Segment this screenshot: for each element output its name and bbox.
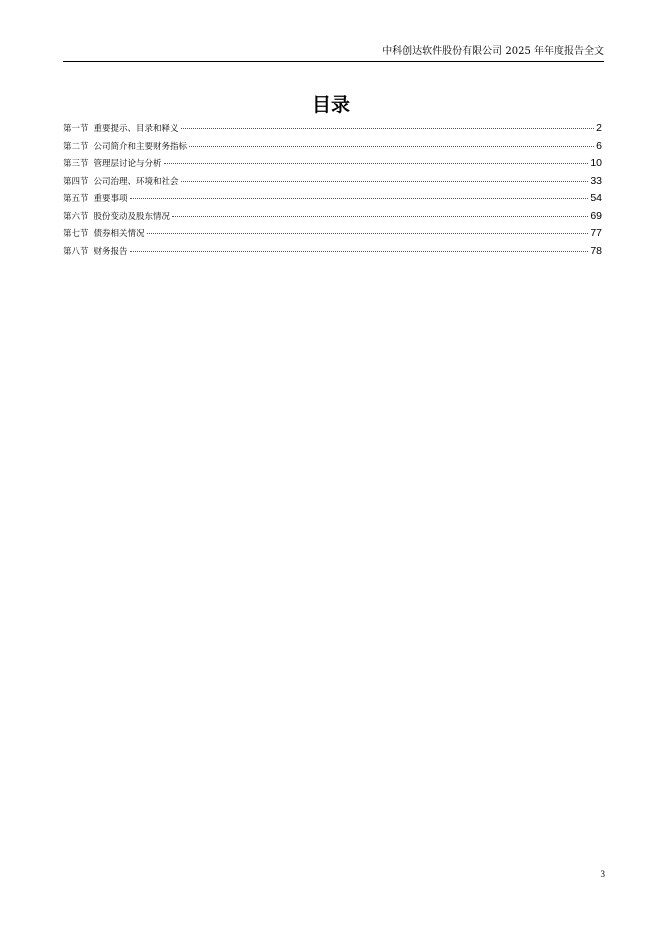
toc-section-number: 第八节 — [63, 246, 89, 257]
toc-dot-leader — [130, 198, 589, 199]
toc-page-number: 78 — [590, 244, 602, 257]
toc-section-title: 重要事项 — [93, 194, 128, 204]
toc-section-number: 第六节 — [63, 211, 89, 222]
toc-section-title: 管理层讨论与分析 — [93, 159, 162, 169]
toc-entry-2[interactable] — [63, 140, 602, 158]
toc-page-number: 2 — [596, 122, 602, 134]
toc-section-number: 第七节 — [63, 229, 89, 239]
toc-dot-leader — [172, 216, 588, 217]
toc-section-title: 股份变动及股东情况 — [93, 211, 171, 222]
toc-page-number: 54 — [590, 192, 602, 204]
toc-entry-7[interactable] — [63, 227, 602, 245]
toc-dot-leader — [164, 163, 589, 164]
toc-entry-1[interactable] — [63, 122, 602, 140]
toc-title: 目录 — [311, 94, 350, 116]
toc-section-number: 第三节 — [63, 159, 89, 169]
toc-entry-8[interactable] — [63, 245, 602, 263]
toc-section-number: 第五节 — [63, 194, 89, 204]
toc-section-title: 财务报告 — [93, 246, 128, 257]
toc-page-number: 10 — [590, 157, 602, 169]
toc-page-number: 69 — [590, 209, 602, 222]
toc-page-number: 6 — [596, 139, 602, 152]
toc-page-number: 33 — [590, 174, 602, 187]
toc-dot-leader — [147, 233, 589, 234]
toc-page-number: 77 — [590, 227, 602, 239]
header-divider — [63, 61, 604, 62]
toc-section-number: 第一节 — [63, 124, 89, 134]
toc-entry-4[interactable] — [63, 175, 602, 193]
toc-dot-leader — [181, 128, 595, 129]
toc-section-title: 重要提示、目录和释义 — [93, 124, 179, 134]
toc-section-title: 公司简介和主要财务指标 — [93, 141, 188, 152]
toc-entry-5[interactable] — [63, 192, 602, 210]
toc-entry-6[interactable] — [63, 210, 602, 228]
toc-entry-3[interactable] — [63, 157, 602, 175]
running-header: 中科创达软件股份有限公司 2025 年年度报告全文 — [382, 46, 604, 57]
page-number: 3 — [600, 869, 605, 879]
toc-section-title: 债券相关情况 — [93, 229, 145, 239]
toc-section-number: 第四节 — [63, 176, 89, 187]
toc-dot-leader — [130, 251, 589, 252]
toc-dot-leader — [181, 181, 589, 182]
table-of-contents — [63, 122, 602, 262]
toc-dot-leader — [189, 146, 594, 147]
toc-section-number: 第二节 — [63, 141, 89, 152]
toc-section-title: 公司治理、环境和社会 — [93, 176, 179, 187]
